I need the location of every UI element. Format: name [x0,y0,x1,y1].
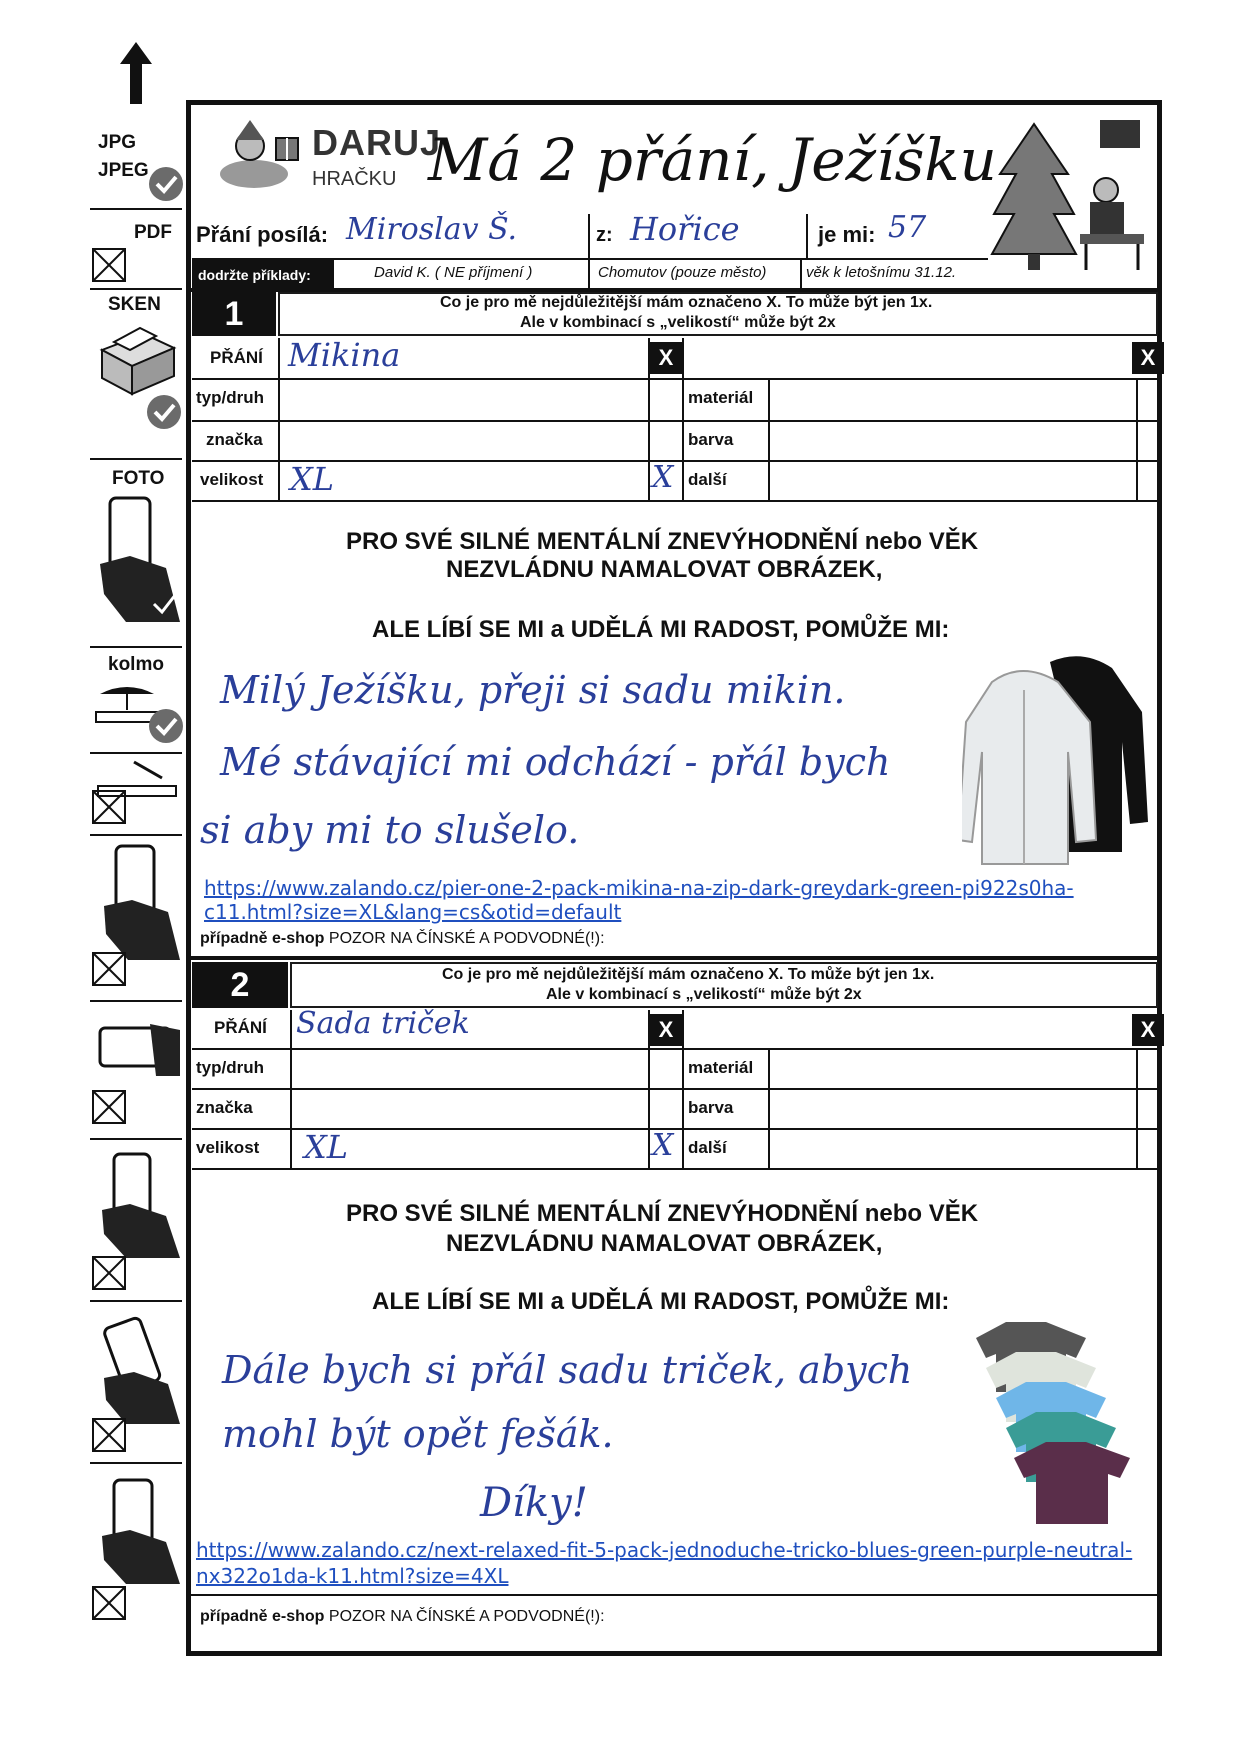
wish2-handwritten-line3[interactable]: Díky! [480,1480,588,1526]
importance-x-marker: X [1132,342,1164,374]
sidebar-divider [90,1138,182,1140]
check-icon [148,166,184,202]
sidebar-divider [90,646,182,648]
arrow-up-icon [120,42,152,104]
divider-line [588,258,590,290]
cross-box-icon [92,1090,126,1124]
statement-line3: ALE LÍBÍ SE MI a UDĚLÁ MI RADOST, POMŮŽE MI: [372,1288,950,1315]
sidebar-sken: SKEN [108,294,161,315]
examples-label: dodržte příklady: [192,260,334,290]
sidebar-jpg: JPG [98,132,137,153]
section-rule [190,956,1158,960]
label-dalsi: další [688,1138,727,1157]
label-barva: barva [688,1098,734,1117]
grid-vline [1136,378,1138,500]
sidebar-pdf: PDF [134,222,172,243]
wish2-handwritten-line2[interactable]: mohl být opět fešák. [222,1412,614,1456]
eshop-line [200,1608,605,1626]
wish-number-badge: 2 [192,962,288,1008]
sidebar-kolmo: kolmo [108,654,164,675]
sidebar-foto: FOTO [112,468,165,489]
wish1-velikost-value[interactable]: XL [290,460,335,498]
wish1-handwritten-line2[interactable]: Mé stávající mi odchází - přál bych [220,740,891,784]
phone-hand-icon [96,494,182,624]
statement-line3: ALE LÍBÍ SE MI a UDĚLÁ MI RADOST, POMŮŽE MI: [372,616,950,643]
scanner-icon [94,320,180,400]
phone-hand-icon [96,1476,182,1586]
grid-vline [768,1048,770,1168]
grid-hline [192,378,1158,380]
santa-elves-icon [214,118,310,194]
page-title: Má 2 přání, Ježíšku [428,126,997,194]
from-label: z: [596,224,613,246]
sidebar-divider [90,458,182,460]
sidebar-divider [90,1000,182,1002]
grid-vline [278,338,280,500]
statement-line2: NEZVLÁDNU NAMALOVAT OBRÁZEK, [446,1230,883,1257]
statement-line2: NEZVLÁDNU NAMALOVAT OBRÁZEK, [446,556,883,583]
wish-note-line2: Ale v kombinací s „velikostí“ může být 2x [546,986,862,1003]
divider-line [800,258,802,290]
check-icon [146,394,182,430]
label-velikost: velikost [196,1138,260,1157]
grid-vline [768,378,770,500]
phone-hand-icon [96,1150,182,1260]
sidebar-divider [90,752,182,754]
grid-vline [682,1010,684,1168]
sender-label: Přání posílá: [196,222,329,247]
cross-box-icon [92,248,126,282]
wish2-velikost-value[interactable]: XL [304,1128,349,1166]
cross-box-icon [92,1586,126,1620]
wish1-product-link-cont[interactable]: c11.html?size=XL&lang=cs&otid=default [204,900,622,924]
label-dalsi: další [688,470,727,489]
cross-box-icon [92,952,126,986]
grid-hline [192,1048,1158,1050]
phone-hand-icon [96,842,182,962]
eshop-warning: POZOR NA ČÍNSKÉ A PODVODNÉ(!): [324,930,605,947]
from-value[interactable]: Hořice [630,210,740,248]
sender-value[interactable]: Miroslav Š. [346,212,518,247]
sidebar-divider [90,208,182,210]
sidebar-divider [90,1462,182,1464]
example-name: David K. ( NE příjmení ) [374,264,533,281]
eshop-underline [190,1594,1158,1596]
age-label: je mi: [818,222,876,247]
grid-vline [682,338,684,500]
sidebar-divider [90,834,182,836]
label-typ: typ/druh [196,1058,264,1077]
daruj-logo-text: DARUJ [312,122,442,163]
wish2-handwritten-line1[interactable]: Dále bych si přál sadu triček, abych [222,1348,913,1392]
wish-note-line1: Co je pro mě nejdůležitější mám označeno X. To může být jen 1x. [442,966,935,983]
age-value[interactable]: 57 [888,210,927,245]
wish1-velikost-mark[interactable]: X [652,460,674,495]
phone-landscape-icon [96,1020,182,1080]
wish-number-badge: 1 [192,292,276,336]
label-typ: typ/druh [196,388,264,407]
grid-hline [192,460,1158,462]
eshop-bold-label: případně e-shop [200,1608,325,1625]
label-material: materiál [688,388,754,407]
sidebar-divider [90,1300,182,1302]
divider-line [588,214,590,258]
phone-tilted-icon [96,1316,182,1426]
check-icon [148,708,184,744]
eshop-warning: POZOR NA ČÍNSKÉ A PODVODNÉ(!): [324,1608,605,1625]
importance-x-marker: X [1132,1014,1164,1046]
grid-hline [192,420,1158,422]
label-material: materiál [688,1058,754,1077]
cross-box-icon [92,1256,126,1290]
wish-note-line1: Co je pro mě nejdůležitější mám označeno X. To může být jen 1x. [440,294,933,311]
grid-hline [192,1088,1158,1090]
tshirt-stack-photo [976,1318,1142,1532]
label-znacka: značka [206,430,263,449]
label-barva: barva [688,430,734,449]
wish2-prani-value[interactable]: Sada triček [296,1006,470,1041]
label-znacka: značka [196,1098,253,1117]
wish1-prani-value[interactable]: Mikina [288,336,401,374]
cross-box-icon [92,1418,126,1452]
grid-vline [1136,1048,1138,1168]
wish2-product-link[interactable]: https://www.zalando.cz/next-relaxed-fit-5-pack-jednoduche-tricko-blues-green-purple-neutral- [196,1538,1133,1562]
importance-x-marker: X [650,1014,682,1046]
label-velikost: velikost [200,470,264,489]
wish-note-line2: Ale v kombinací s „velikostí“ může být 2x [520,314,836,331]
hracku-logo-text: HRAČKU [312,168,397,190]
statement-line1: PRO SVÉ SILNÉ MENTÁLNÍ ZNEVÝHODNĚNÍ nebo VĚK [346,1200,979,1227]
eshop-bold-label: případně e-shop [200,930,325,947]
wish2-product-link-cont[interactable]: nx322o1da-k11.html?size=4XL [196,1564,509,1588]
wish1-handwritten-line1[interactable]: Milý Ježíšku, přeji si sadu mikin. [220,668,846,712]
label-prani: PŘÁNÍ [210,348,263,367]
sweater-photo [962,652,1148,870]
statement-line1: PRO SVÉ SILNÉ MENTÁLNÍ ZNEVÝHODNĚNÍ nebo VĚK [346,528,979,555]
example-city: Chomutov (pouze město) [598,264,767,281]
christmas-tree-icon [990,114,1150,274]
importance-x-marker: X [650,342,682,374]
divider-line [806,214,808,258]
wish1-handwritten-line3[interactable]: si aby mi to slušelo. [200,808,580,852]
wish1-product-link[interactable]: https://www.zalando.cz/pier-one-2-pack-mikina-na-zip-dark-greydark-green-pi922s0ha- [204,876,1074,900]
eshop-line [200,930,605,948]
cross-box-icon [92,790,126,824]
label-prani: PŘÁNÍ [214,1018,267,1037]
example-age: věk k letošnímu 31.12. [806,264,957,281]
sidebar-jpeg: JPEG [98,160,149,181]
sidebar-divider [90,288,182,290]
grid-vline [290,1010,292,1168]
wish2-velikost-mark[interactable]: X [652,1128,674,1163]
